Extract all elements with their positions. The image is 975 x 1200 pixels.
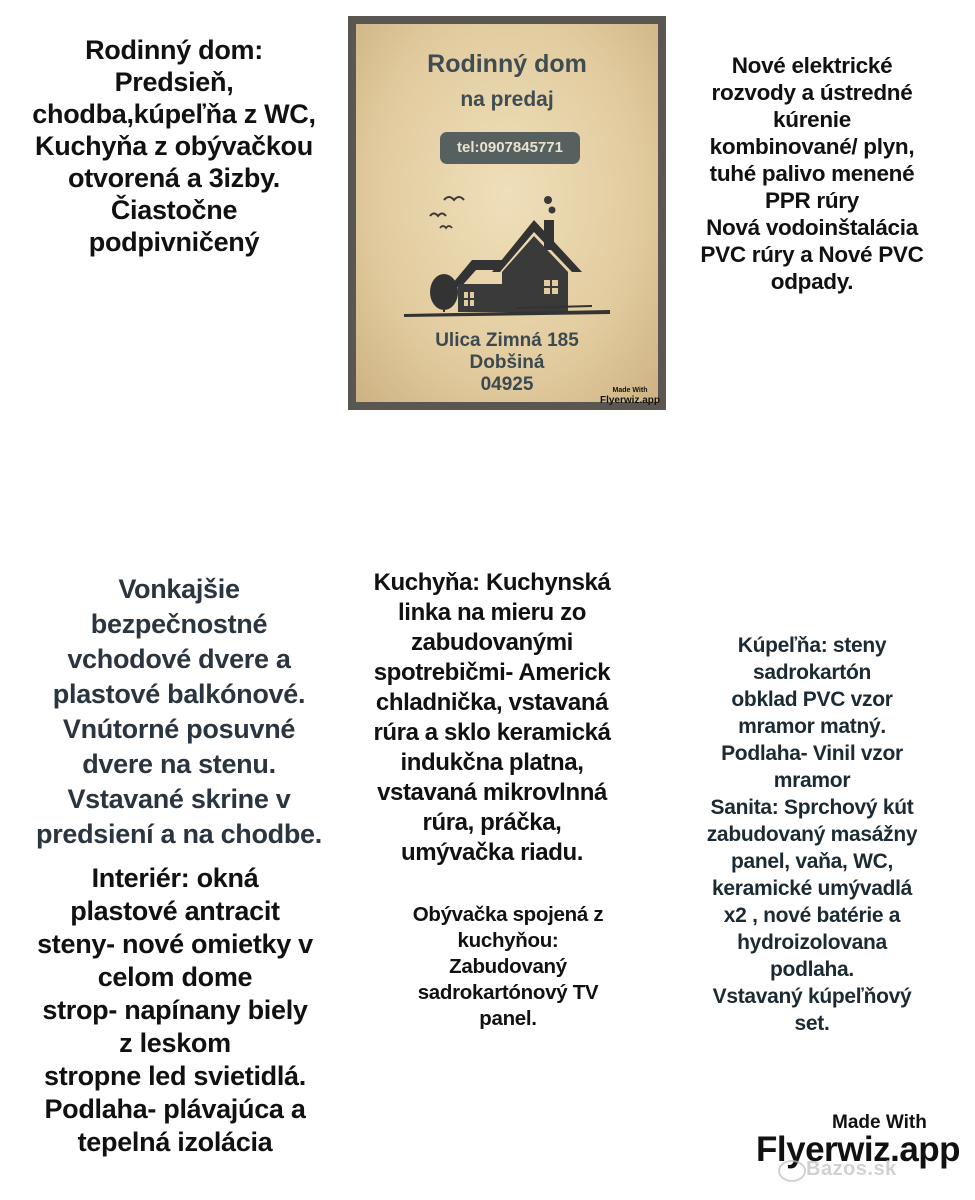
utilities-description: Nové elektrické rozvody a ústredné kúrenie kombinované/ plyn, tuhé palivo menené PPR rúry Nová vodoinštalácia PVC rúry a Nové PVC odpady. [700,53,924,294]
flyer-subtitle: na predaj [460,88,554,111]
flyer-made-with: Made With [612,387,648,394]
flyer-brand: Flyerwiz.app [599,395,660,406]
for-sale-flyer [348,16,666,410]
house-illustration [396,180,618,320]
bazos-logo-icon [778,1160,806,1182]
brand-part-flyer: Flyer [756,1130,838,1169]
kitchen-description: Kuchyňa: Kuchynská linka na mieru zo zabudovanými spotrebičmi- Americk chladnička, vstavaná rúra a sklo keramická indukčna platna, vstavaná mikrovlnná rúra, práčka, umývačka riadu. [373,569,611,866]
flyer-title: Rodinný dom [427,50,587,78]
bazos-watermark: Bazos.sk [806,1158,897,1180]
interior-description: Interiér: okná plastové antracit steny- nové omietky v celom dome strop- napínany biely z leskom stropne led svietidlá. Podlaha- plávajúca a tepelná izolácia [37,863,313,1157]
living-room-description: Obývačka spojená z kuchyňou: Zabudovaný sadrokartónový TV panel. [412,903,604,1030]
brand-part-wiz: wiz [837,1130,891,1169]
brand-part-app: .app [890,1130,961,1169]
watermark-made-with: Made With [832,1112,927,1133]
bathroom-description: Kúpeľňa: steny sadrokartón obklad PVC vzor mramor matný. Podlaha- Vinil vzor mramor Sanita: Sprchový kút zabudovaný masážny panel, vaňa, WC, keramické umývadlá x2 , nové batérie a hydroizolovana podlaha. Vstavaný kúpeľňový set. [706,634,918,1035]
house-description: Rodinný dom: Predsieň, chodba,kúpeľňa z WC, Kuchyňa z obývačkou otvorená a 3izby. Čiastočne podpivničený [32,35,316,257]
flyer-phone: tel:0907845771 [440,132,580,164]
flyer-paper [356,24,660,406]
flyer-watermark [592,386,668,405]
flyer-address: Ulica Zimná 185 Dobšiná 04925 [435,330,579,395]
doors-description: Vonkajšie bezpečnostné vchodové dvere a plastové balkónové. Vnútorné posuvné dvere na stenu. Vstavané skrine v predsiení a na chodbe. [36,574,322,849]
